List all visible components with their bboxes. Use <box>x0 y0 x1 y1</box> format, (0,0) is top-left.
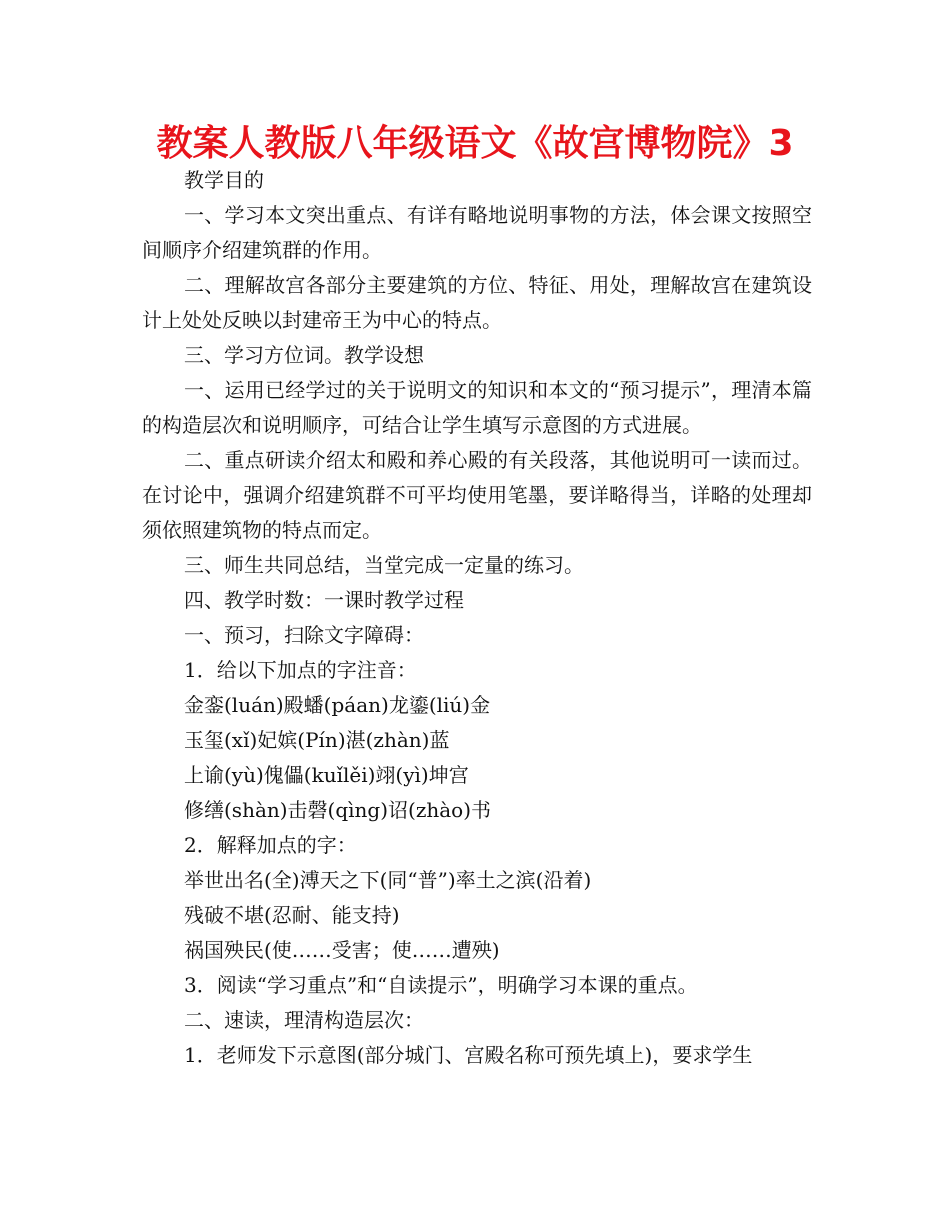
pinyin-line-1: 金銮(luán)殿蟠(páan)龙鎏(liú)金 <box>184 693 491 717</box>
design-2: 二、重点研读介绍太和殿和养心殿的有关段落，其他说明可一读而过。在讨论中，强调介绍建筑群不可平均使用笔墨，要详略得当，详略的处理却须依照建筑物的特点而定。 <box>142 448 812 542</box>
heading-teaching-goals: 教学目的 <box>184 168 264 192</box>
goal-2: 二、理解故宫各部分主要建筑的方位、特征、用处，理解故宫在建筑设计上处处反映以封建帝王为中心的特点。 <box>142 273 812 332</box>
goal-3-and-design-heading: 三、学习方位词。教学设想 <box>184 343 424 367</box>
exercise-1-heading: 1．给以下加点的字注音： <box>184 658 417 682</box>
definition-line-3: 祸国殃民(使……受害；使……遭殃) <box>184 938 500 962</box>
definition-line-1: 举世出名(全)溥天之下(同“普”)率土之滨(沿着) <box>184 868 592 892</box>
definition-line-2: 残破不堪(忍耐、能支持) <box>184 903 400 927</box>
step-2-skim: 二、速读，理清构造层次： <box>184 1008 424 1032</box>
pinyin-line-4: 修缮(shàn)击磬(qìng)诏(zhào)书 <box>184 798 492 822</box>
step-1-preview: 一、预习，扫除文字障碍： <box>184 623 424 647</box>
pinyin-line-3: 上谕(yù)傀儡(kuǐlěi)翊(yì)坤宫 <box>184 763 469 787</box>
exercise-2-heading: 2．解释加点的字： <box>184 833 357 857</box>
document-body <box>142 163 812 1073</box>
step-2-item-1: 1．老师发下示意图(部分城门、宫殿名称可预先填上)，要求学生 <box>184 1043 753 1067</box>
goal-1: 一、学习本文突出重点、有详有略地说明事物的方法，体会课文按照空间顺序介绍建筑群的作用。 <box>142 203 812 262</box>
teaching-hours: 四、教学时数：一课时教学过程 <box>184 588 464 612</box>
design-3: 三、师生共同总结，当堂完成一定量的练习。 <box>184 553 584 577</box>
exercise-3: 3．阅读“学习重点”和“自读提示”，明确学习本课的重点。 <box>184 973 698 997</box>
document-title: 教案人教版八年级语文《故宫博物院》3 <box>156 123 794 164</box>
pinyin-line-2: 玉玺(xǐ)妃嫔(Pín)湛(zhàn)蓝 <box>184 728 450 752</box>
design-1: 一、运用已经学过的关于说明文的知识和本文的“预习提示”，理清本篇的构造层次和说明顺序，可结合让学生填写示意图的方式进展。 <box>142 378 812 437</box>
